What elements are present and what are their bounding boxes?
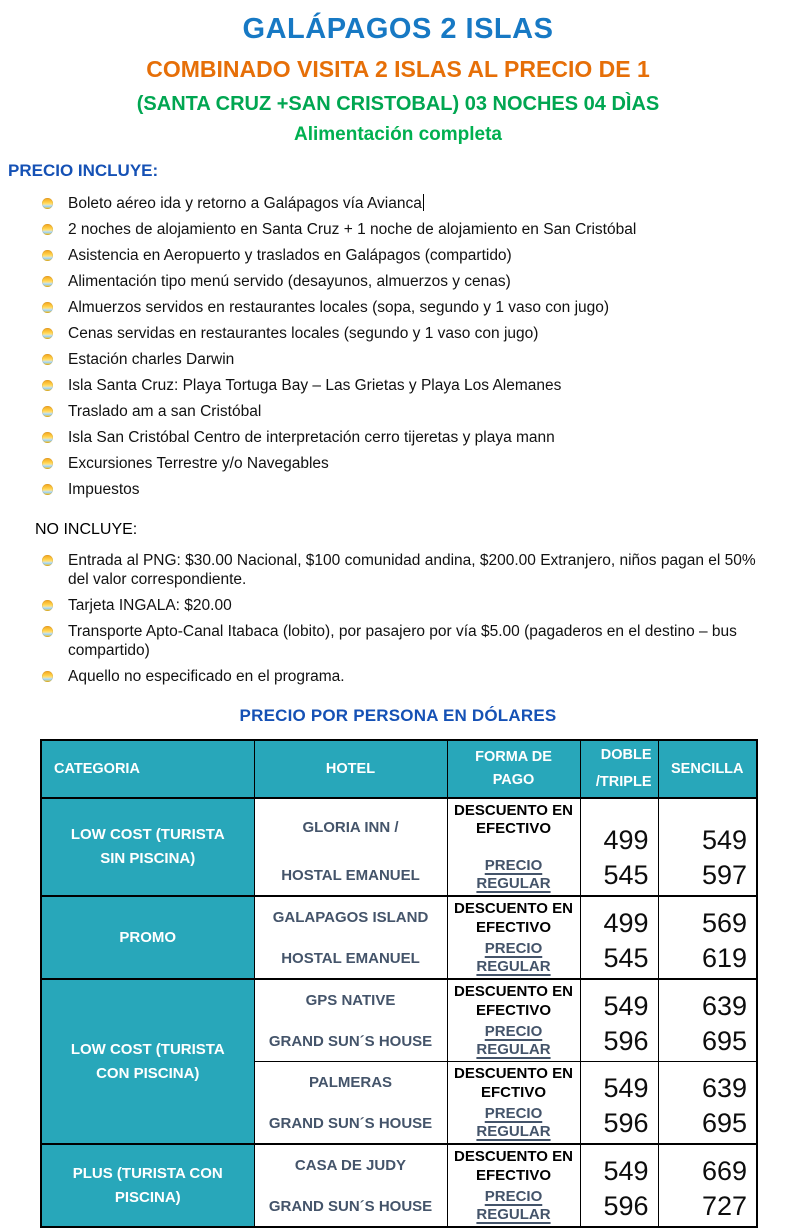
price-doble-cell: 596	[580, 1104, 658, 1145]
payment-cell: DESCUENTO EN EFECTIVO	[447, 979, 580, 1022]
exclude-item-text: Aquello no especificado en el programa.	[68, 668, 345, 685]
list-item	[42, 272, 766, 291]
includes-list	[0, 194, 796, 499]
ball-bullet-icon	[42, 276, 53, 287]
price-sencilla-cell: 619	[658, 939, 757, 980]
ball-bullet-icon	[42, 302, 53, 313]
page-title: GALÁPAGOS 2 ISLAS	[242, 13, 554, 45]
price-sencilla-cell: 549	[658, 798, 757, 856]
include-item-text: Isla Santa Cruz: Playa Tortuga Bay – Las Grietas y Playa Los Alemanes	[68, 377, 562, 394]
ball-bullet-icon	[42, 458, 53, 469]
payment-cell: PRECIO REGULAR	[447, 1104, 580, 1145]
column-header-categoria: CATEGORIA	[41, 740, 254, 798]
payment-cell: PRECIO REGULAR	[447, 1187, 580, 1228]
list-item	[42, 667, 766, 686]
column-header-hotel: HOTEL	[254, 740, 447, 798]
price-doble-cell: 549	[580, 1144, 658, 1187]
ball-bullet-icon	[42, 354, 53, 365]
page-subtitle: COMBINADO VISITA 2 ISLAS AL PRECIO DE 1	[146, 56, 650, 82]
table-row	[41, 979, 757, 1022]
ball-bullet-icon	[42, 224, 53, 235]
list-item	[42, 551, 766, 589]
include-item-text: Impuestos	[68, 481, 140, 498]
price-sencilla-cell: 639	[658, 1062, 757, 1104]
include-item-text: Asistencia en Aeropuerto y traslados en Galápagos (compartido)	[68, 247, 512, 264]
payment-cell: DESCUENTO EN EFECTIVO	[447, 798, 580, 856]
price-doble-cell: 596	[580, 1187, 658, 1228]
list-item	[42, 246, 766, 265]
hotel-cell: HOSTAL EMANUEL	[254, 856, 447, 897]
list-item	[42, 376, 766, 395]
hotel-cell: GALAPAGOS ISLAND	[254, 896, 447, 939]
price-doble-cell: 549	[580, 1062, 658, 1104]
ball-bullet-icon	[42, 555, 53, 566]
include-item-text: Alimentación tipo menú servido (desayunos, almuerzos y cenas)	[68, 273, 511, 290]
meals-line: Alimentación completa	[294, 124, 502, 145]
price-sencilla-cell: 695	[658, 1022, 757, 1062]
price-sencilla-cell: 597	[658, 856, 757, 897]
document-header	[0, 0, 796, 146]
payment-cell: DESCUENTO EN EFECTIVO	[447, 896, 580, 939]
include-item-text: Cenas servidas en restaurantes locales (segundo y 1 vaso con jugo)	[68, 325, 539, 342]
excludes-heading: NO INCLUYE:	[35, 521, 138, 538]
list-item	[42, 350, 766, 369]
hotel-cell: GRAND SUN´S HOUSE	[254, 1104, 447, 1145]
include-item-text: Excursiones Terrestre y/o Navegables	[68, 455, 329, 472]
hotel-cell: HOSTAL EMANUEL	[254, 939, 447, 980]
exclude-item-text: Tarjeta INGALA: $20.00	[68, 597, 232, 614]
list-item	[42, 454, 766, 473]
price-doble-cell: 499	[580, 798, 658, 856]
price-sencilla-cell: 727	[658, 1187, 757, 1228]
include-item-text: Boleto aéreo ida y retorno a Galápagos vía Avianca	[68, 195, 422, 212]
hotel-cell: GRAND SUN´S HOUSE	[254, 1187, 447, 1228]
list-item	[42, 622, 766, 660]
excludes-list	[0, 551, 796, 686]
price-table	[40, 739, 758, 1228]
column-header-doble-triple: DOBLE /TRIPLE	[580, 740, 658, 798]
list-item	[42, 298, 766, 317]
category-cell: PLUS (TURISTA CON PISCINA)	[41, 1144, 254, 1227]
include-item-text: Isla San Cristóbal Centro de interpretación cerro tijeretas y playa mann	[68, 429, 555, 446]
include-item-text: Traslado am a san Cristóbal	[68, 403, 262, 420]
payment-cell: DESCUENTO EN EFCTIVO	[447, 1062, 580, 1104]
include-item-text: 2 noches de alojamiento en Santa Cruz + 1 noche de alojamiento en San Cristóbal	[68, 221, 637, 238]
price-sencilla-cell: 569	[658, 896, 757, 939]
table-row	[41, 798, 757, 856]
itinerary-line: (SANTA CRUZ +SAN CRISTOBAL) 03 NOCHES 04 DÌAS	[136, 93, 660, 115]
hotel-cell: GLORIA INN /	[254, 798, 447, 856]
category-cell: PROMO	[41, 896, 254, 979]
ball-bullet-icon	[42, 432, 53, 443]
ball-bullet-icon	[42, 600, 53, 611]
price-doble-cell: 549	[580, 979, 658, 1022]
price-table-heading: PRECIO POR PERSONA EN DÓLARES	[239, 706, 557, 725]
price-doble-cell: 499	[580, 896, 658, 939]
column-header-sencilla: SENCILLA	[658, 740, 757, 798]
payment-cell: PRECIO REGULAR	[447, 856, 580, 897]
table-row	[41, 896, 757, 939]
price-doble-cell: 596	[580, 1022, 658, 1062]
price-doble-cell: 545	[580, 856, 658, 897]
payment-cell: PRECIO REGULAR	[447, 1022, 580, 1062]
hotel-cell: CASA DE JUDY	[254, 1144, 447, 1187]
ball-bullet-icon	[42, 626, 53, 637]
ball-bullet-icon	[42, 328, 53, 339]
hotel-cell: GPS NATIVE	[254, 979, 447, 1022]
price-sencilla-cell: 639	[658, 979, 757, 1022]
list-item	[42, 480, 766, 499]
list-item	[42, 220, 766, 239]
category-cell: LOW COST (TURISTA SIN PISCINA)	[41, 798, 254, 897]
table-row	[41, 1144, 757, 1187]
exclude-item-text: Entrada al PNG: $30.00 Nacional, $100 comunidad andina, $200.00 Extranjero, niños pagan el 50% del valor correspondiente.	[68, 552, 756, 588]
category-cell: LOW COST (TURISTA CON PISCINA)	[41, 979, 254, 1144]
ball-bullet-icon	[42, 406, 53, 417]
column-header-forma-de-pago: FORMA DE PAGO	[447, 740, 580, 798]
includes-heading: PRECIO INCLUYE:	[8, 161, 159, 180]
hotel-cell: PALMERAS	[254, 1062, 447, 1104]
exclude-item-text: Transporte Apto-Canal Itabaca (lobito), por pasajero por vía $5.00 (pagaderos en el destino – bus compartido)	[68, 623, 737, 659]
ball-bullet-icon	[42, 484, 53, 495]
ball-bullet-icon	[42, 380, 53, 391]
include-item-text: Estación charles Darwin	[68, 351, 235, 368]
hotel-cell: GRAND SUN´S HOUSE	[254, 1022, 447, 1062]
price-sencilla-cell: 669	[658, 1144, 757, 1187]
table-header-row	[41, 740, 757, 798]
list-item	[42, 194, 766, 213]
list-item	[42, 402, 766, 421]
text-cursor	[423, 194, 424, 211]
price-doble-cell: 545	[580, 939, 658, 980]
ball-bullet-icon	[42, 250, 53, 261]
list-item	[42, 324, 766, 343]
price-sencilla-cell: 695	[658, 1104, 757, 1145]
ball-bullet-icon	[42, 198, 53, 209]
ball-bullet-icon	[42, 671, 53, 682]
payment-cell: PRECIO REGULAR	[447, 939, 580, 980]
list-item	[42, 596, 766, 615]
list-item	[42, 428, 766, 447]
payment-cell: DESCUENTO EN EFECTIVO	[447, 1144, 580, 1187]
include-item-text: Almuerzos servidos en restaurantes locales (sopa, segundo y 1 vaso con jugo)	[68, 299, 610, 316]
